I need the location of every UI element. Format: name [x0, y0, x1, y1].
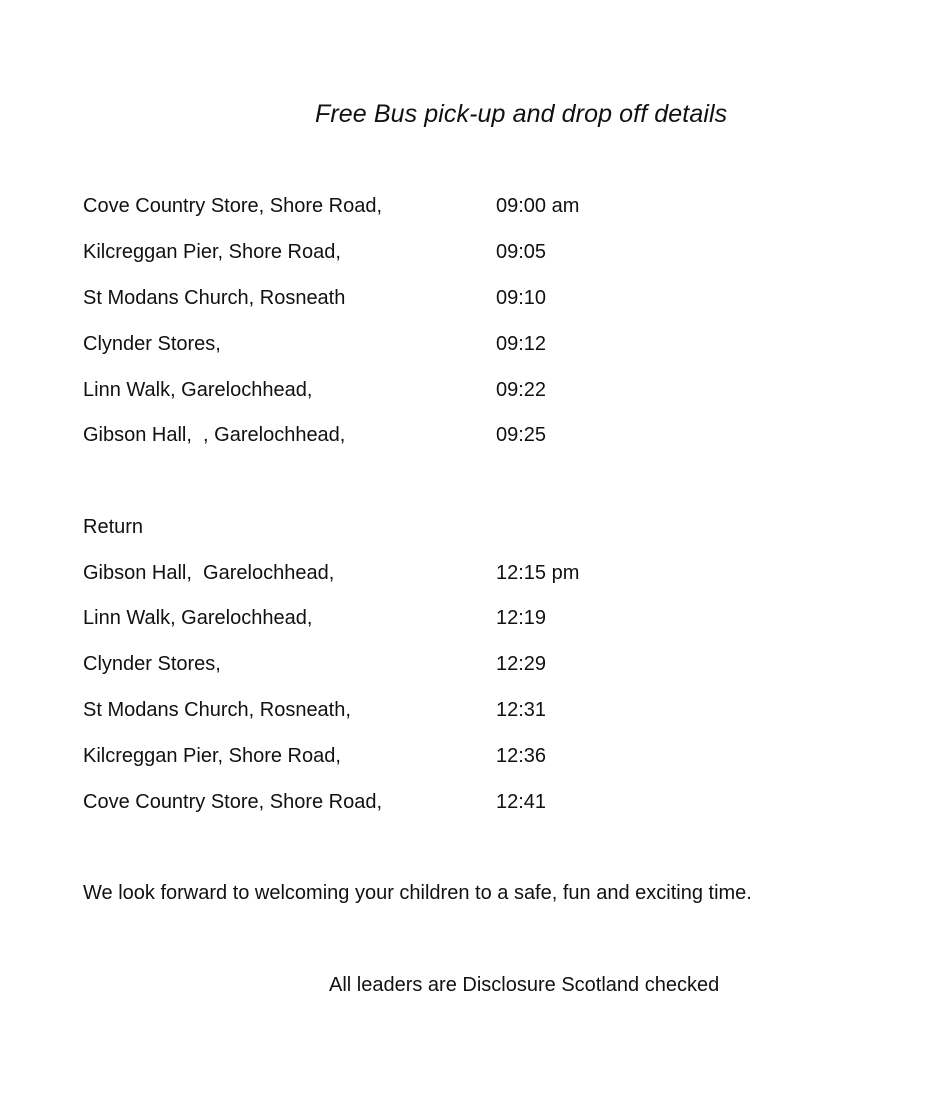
- stop-time: 09:25: [496, 424, 547, 446]
- stop-time: 09:12: [496, 333, 547, 355]
- stop-name: Cove Country Store, Shore Road,: [83, 791, 383, 813]
- stop-name: Kilcreggan Pier, Shore Road,: [83, 745, 341, 767]
- closing-message: We look forward to welcoming your children to a safe, fun and exciting time.: [83, 882, 752, 904]
- stop-name: St Modans Church, Rosneath: [83, 287, 346, 309]
- return-heading: Return: [83, 516, 144, 538]
- schedule-row: [83, 283, 783, 313]
- document-title: Free Bus pick-up and drop off details: [315, 100, 728, 128]
- stop-time: 12:36: [496, 745, 547, 767]
- stop-name: Linn Walk, Garelochhead,: [83, 379, 313, 401]
- stop-time: 09:00 am: [496, 195, 580, 217]
- stop-name: Gibson Hall, Garelochhead,: [83, 562, 335, 584]
- schedule-row: [83, 558, 783, 588]
- stop-name: Cove Country Store, Shore Road,: [83, 195, 383, 217]
- schedule-row: [83, 741, 783, 771]
- stop-name: Clynder Stores,: [83, 653, 221, 675]
- stop-time: 12:19: [496, 607, 547, 629]
- schedule-row: [83, 375, 783, 405]
- schedule-row: [83, 237, 783, 267]
- stop-time: 09:22: [496, 379, 547, 401]
- stop-name: St Modans Church, Rosneath,: [83, 699, 351, 721]
- schedule-row: [83, 787, 783, 817]
- stop-time: 12:31: [496, 699, 547, 721]
- stop-name: Gibson Hall, , Garelochhead,: [83, 424, 346, 446]
- schedule-row: [83, 603, 783, 633]
- stop-name: Clynder Stores,: [83, 333, 221, 355]
- stop-name: Kilcreggan Pier, Shore Road,: [83, 241, 341, 263]
- stop-time: 12:29: [496, 653, 547, 675]
- stop-time: 12:41: [496, 791, 547, 813]
- schedule-row: [83, 420, 783, 450]
- stop-time: 09:05: [496, 241, 547, 263]
- stop-time: 12:15 pm: [496, 562, 580, 584]
- stop-time: 09:10: [496, 287, 547, 309]
- footer-note: All leaders are Disclosure Scotland checked: [329, 974, 720, 996]
- schedule-row: [83, 649, 783, 679]
- stop-name: Linn Walk, Garelochhead,: [83, 607, 313, 629]
- schedule-row: [83, 329, 783, 359]
- schedule-row: [83, 191, 783, 221]
- schedule-row: [83, 695, 783, 725]
